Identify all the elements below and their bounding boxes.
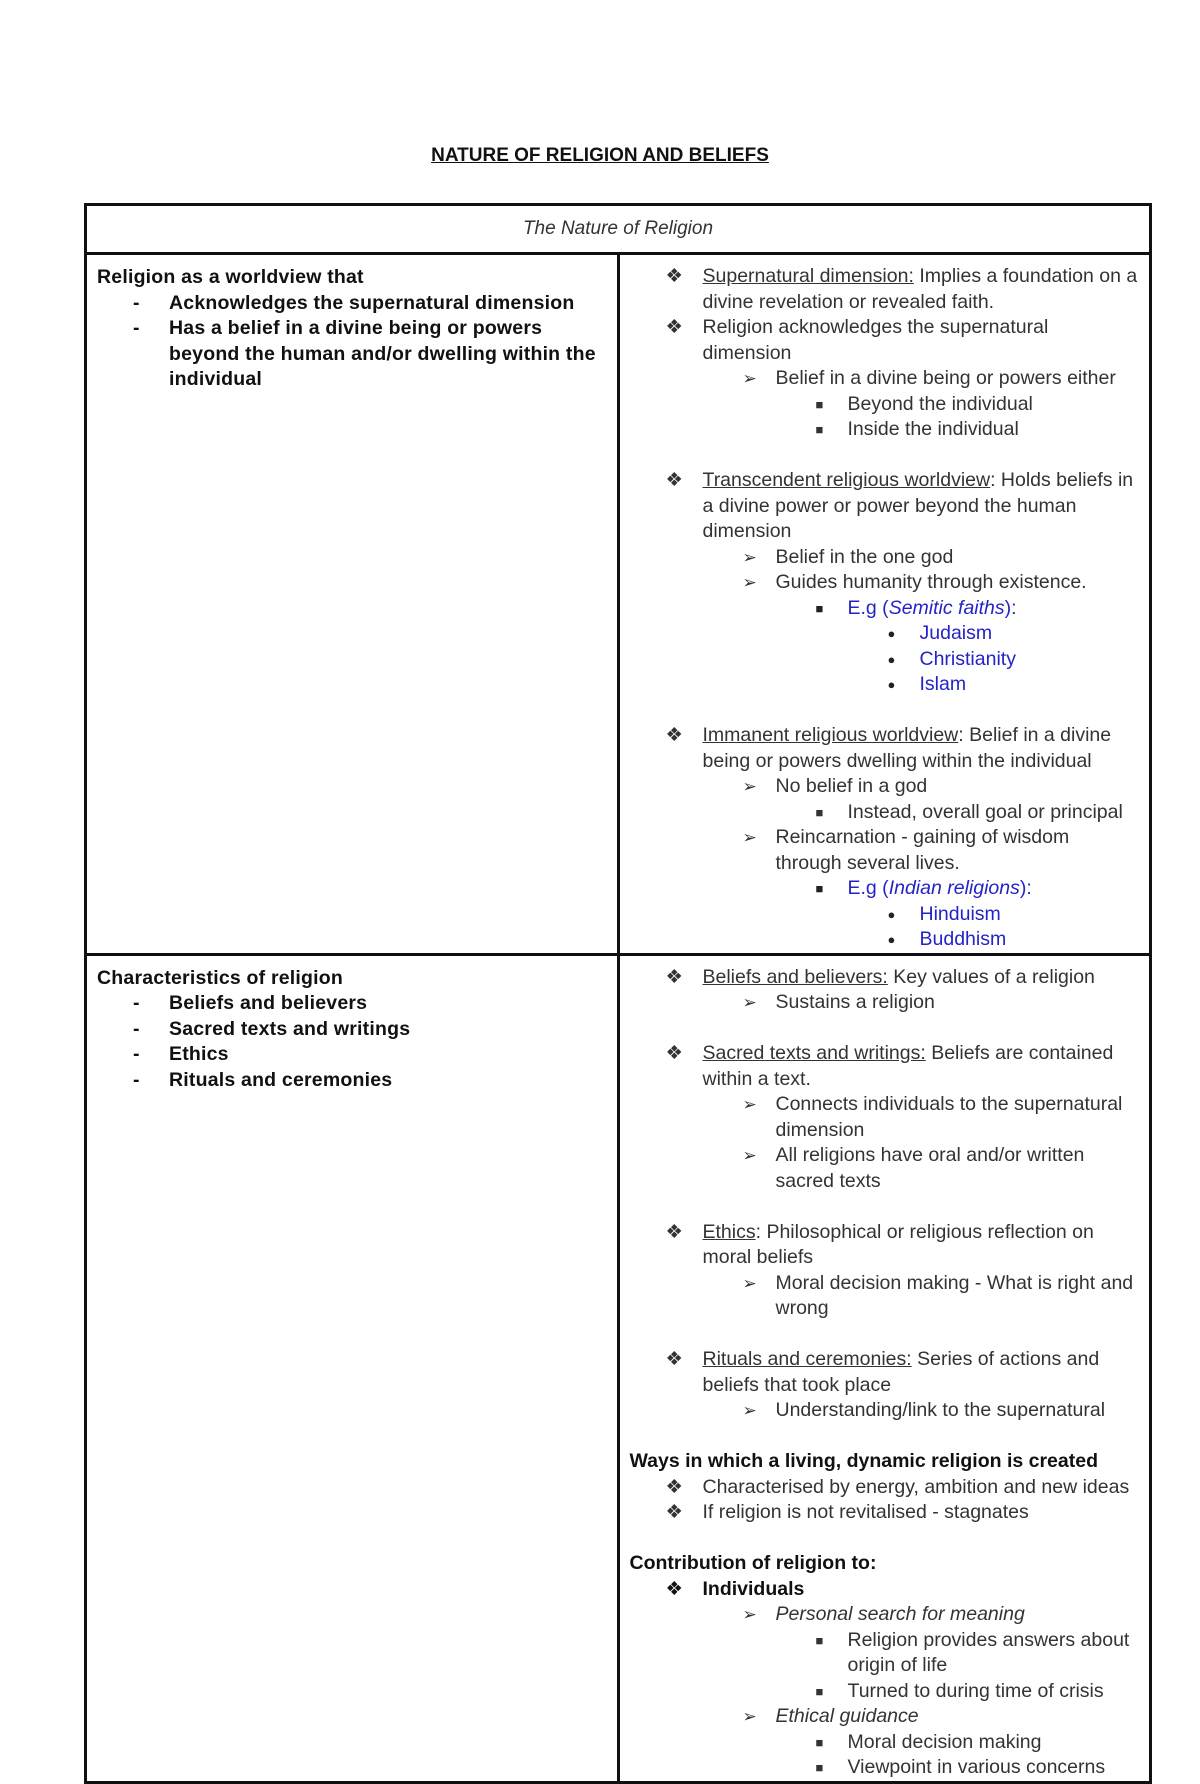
diamond-icon: ❖ — [665, 1577, 683, 1600]
arrow-icon: ➢ — [742, 1401, 757, 1420]
text: Viewpoint in various concerns — [847, 1756, 1106, 1778]
list-item — [630, 1092, 1140, 1143]
list-item — [630, 1220, 1140, 1271]
arrow-icon: ➢ — [742, 1273, 757, 1293]
list-item — [630, 621, 1140, 647]
square-icon: ■ — [815, 1683, 824, 1699]
text: Connects individuals to the supernatural dimension — [775, 1093, 1123, 1141]
text: Turned to during time of crisis — [847, 1679, 1104, 1702]
list-item: - Has a belief in a divine being or powers beyond the human and/or dwelling within the individual — [97, 316, 609, 393]
list-item — [630, 876, 1140, 902]
list-item: - Ethics — [97, 1042, 609, 1068]
list-item — [630, 902, 1140, 928]
arrow-icon: ➢ — [742, 828, 757, 847]
diamond-icon: ❖ — [665, 469, 683, 491]
term: Sacred texts and writings: — [702, 1042, 926, 1064]
text: E.g ( — [847, 596, 889, 619]
text: Sustains a religion — [775, 991, 935, 1013]
dot-icon: ● — [887, 677, 896, 692]
list-item — [630, 1704, 1140, 1730]
list-item — [630, 570, 1140, 596]
term: Immanent religious worldview — [702, 724, 959, 746]
list-item — [630, 672, 1140, 698]
diamond-icon: ❖ — [665, 724, 683, 746]
list-item — [630, 1041, 1140, 1092]
square-icon: ■ — [815, 600, 824, 616]
right-cell — [618, 254, 1151, 955]
list-item: - Beliefs and believers — [97, 991, 609, 1017]
text: Buddhism — [919, 928, 1007, 950]
text: Moral decision making — [847, 1730, 1042, 1753]
definition: Implies a foundation on a divine revelation or revealed faith. — [702, 265, 1138, 313]
arrow-icon: ➢ — [742, 547, 757, 567]
list-item — [630, 825, 1140, 876]
table-row-religion-worldview — [86, 254, 1151, 955]
text: Judaism — [919, 622, 993, 644]
dot-icon: ● — [887, 626, 896, 641]
list-item — [630, 774, 1140, 800]
text: Belief in a divine being or powers either — [775, 367, 1116, 389]
list-item — [630, 1143, 1140, 1194]
square-icon: ■ — [815, 422, 824, 437]
list-item: - Sacred texts and writings — [97, 1017, 609, 1043]
dot-icon: ● — [887, 932, 896, 947]
definition: Beliefs are contained within a text. — [702, 1042, 1114, 1090]
term: Transcendent religious worldview — [702, 469, 991, 491]
definition: : Philosophical or religious reflection on moral beliefs — [702, 1220, 1094, 1268]
text: Christianity — [919, 647, 1016, 670]
diamond-icon: ❖ — [665, 1042, 683, 1064]
text: Reincarnation - gaining of wisdom through several lives. — [775, 826, 1070, 874]
list-item — [630, 315, 1140, 366]
text: No belief in a god — [775, 775, 928, 797]
list-item — [630, 1398, 1140, 1424]
list-item — [630, 1500, 1140, 1526]
text: ): — [1004, 596, 1017, 619]
term: Supernatural dimension: — [702, 265, 914, 287]
text: If religion is not revitalised - stagnates — [702, 1501, 1029, 1523]
list-item — [630, 1730, 1140, 1756]
text: Characterised by energy, ambition and new ideas — [702, 1475, 1130, 1498]
list-item — [630, 1577, 1140, 1603]
notes-table — [84, 203, 1152, 1784]
text: Indian religions — [888, 877, 1020, 899]
left-cell — [86, 954, 619, 1782]
text: Understanding/link to the supernatural — [775, 1399, 1106, 1421]
diamond-icon: ❖ — [665, 1348, 683, 1370]
text: All religions have oral and/or written sacred texts — [775, 1144, 1085, 1192]
left-list — [97, 991, 609, 1093]
term: Rituals and ceremonies: — [702, 1348, 912, 1370]
list-item — [630, 1602, 1140, 1628]
arrow-icon: ➢ — [742, 777, 757, 796]
list-item — [630, 596, 1140, 622]
square-icon: ■ — [815, 1632, 824, 1648]
list-item — [630, 545, 1140, 571]
text: Instead, overall goal or principal — [847, 800, 1123, 823]
dot-icon: ● — [887, 906, 896, 922]
section-heading: Ways in which a living, dynamic religion is created — [629, 1450, 1098, 1472]
text: Hinduism — [919, 902, 1001, 925]
arrow-icon: ➢ — [742, 1095, 757, 1114]
text: Inside the individual — [847, 418, 1019, 440]
list-item: - Rituals and ceremonies — [97, 1068, 609, 1094]
row-heading: Religion as a worldview that — [97, 266, 364, 288]
text: Semitic faiths — [888, 596, 1005, 619]
diamond-icon: ❖ — [665, 1220, 683, 1243]
text: Religion acknowledges the supernatural dimension — [702, 316, 1049, 364]
diamond-icon: ❖ — [665, 1475, 683, 1498]
definition: : Holds beliefs in a divine power or power beyond the human dimension — [702, 469, 1134, 542]
page-title: NATURE OF RELIGION AND BELIEFS — [431, 145, 769, 166]
list-item — [630, 1347, 1140, 1398]
diamond-icon: ❖ — [665, 965, 683, 988]
arrow-icon: ➢ — [742, 369, 757, 388]
list-item — [630, 647, 1140, 673]
list-item — [630, 468, 1140, 545]
text: Belief in the one god — [775, 545, 954, 568]
term: Ethics — [702, 1220, 756, 1243]
square-icon: ■ — [815, 1760, 824, 1775]
text: Individuals — [702, 1577, 805, 1600]
arrow-icon: ➢ — [742, 1146, 757, 1165]
list-item — [630, 990, 1140, 1016]
definition: Key values of a religion — [887, 965, 1095, 988]
arrow-icon: ➢ — [742, 573, 757, 592]
text: Moral decision making - What is right and wrong — [775, 1271, 1134, 1319]
text: ): — [1019, 877, 1032, 899]
list-item — [630, 1475, 1140, 1501]
table-row-characteristics — [86, 954, 1151, 1782]
square-icon: ■ — [815, 396, 824, 412]
list-item — [630, 1679, 1140, 1705]
text: Guides humanity through existence. — [775, 571, 1087, 593]
list-item — [630, 1755, 1140, 1781]
diamond-icon: ❖ — [665, 265, 683, 287]
text: Beyond the individual — [847, 392, 1033, 415]
text: Personal search for meaning — [775, 1603, 1025, 1625]
list-item — [630, 392, 1140, 418]
left-cell — [86, 254, 619, 955]
row-heading: Characteristics of religion — [97, 966, 343, 989]
definition: Series of actions and beliefs that took place — [702, 1348, 1100, 1396]
square-icon: ■ — [815, 804, 824, 820]
arrow-icon: ➢ — [742, 1605, 757, 1624]
list-item: - Acknowledges the supernatural dimension — [97, 291, 609, 317]
list-item — [630, 723, 1140, 774]
definition: : Belief in a divine being or powers dwelling within the individual — [702, 724, 1112, 772]
right-cell — [618, 954, 1151, 1782]
list-item — [630, 800, 1140, 826]
list-item — [630, 264, 1140, 315]
list-item — [630, 1271, 1140, 1322]
text: Religion provides answers about origin of life — [847, 1628, 1130, 1676]
list-item — [630, 965, 1140, 991]
section-heading: Contribution of religion to: — [629, 1552, 877, 1574]
list-item — [630, 1628, 1140, 1679]
text: Islam — [919, 673, 967, 695]
term: Beliefs and believers: — [702, 965, 888, 988]
table-header: The Nature of Religion — [86, 205, 1151, 254]
list-item — [630, 417, 1140, 443]
list-item — [630, 927, 1140, 953]
text: Ethical guidance — [775, 1705, 919, 1727]
left-list — [97, 291, 609, 393]
list-item — [630, 366, 1140, 392]
text: E.g ( — [847, 877, 889, 899]
arrow-icon: ➢ — [742, 993, 757, 1012]
diamond-icon: ❖ — [665, 316, 683, 338]
square-icon: ■ — [815, 881, 824, 896]
diamond-icon: ❖ — [665, 1501, 683, 1523]
square-icon: ■ — [815, 1734, 824, 1750]
dot-icon: ● — [887, 651, 896, 667]
arrow-icon: ➢ — [742, 1707, 757, 1726]
